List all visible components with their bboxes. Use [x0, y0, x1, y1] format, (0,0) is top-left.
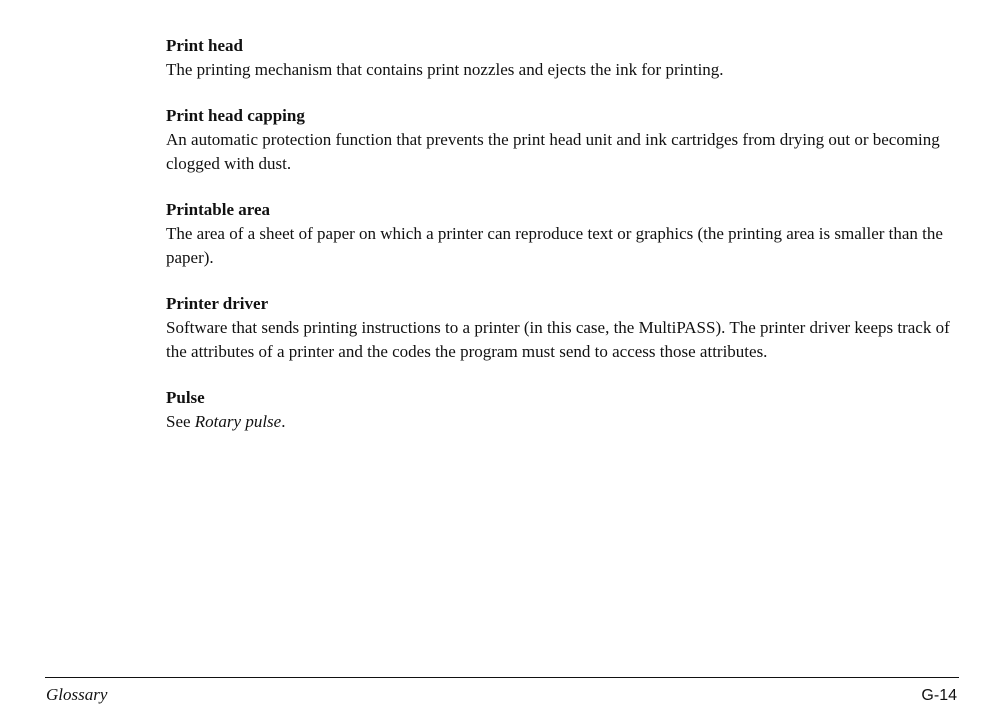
glossary-entry [166, 386, 956, 434]
definition-prefix: See [166, 412, 195, 431]
glossary-term: Printer driver [166, 294, 269, 313]
cross-reference: Rotary pulse [194, 412, 282, 431]
glossary-content [166, 34, 956, 456]
glossary-term: Printable area [166, 200, 271, 219]
footer-section-title: Glossary [46, 685, 108, 704]
definition-suffix: . [281, 412, 286, 431]
glossary-entry [166, 292, 956, 364]
glossary-definition: The printing mechanism that contains print nozzles and ejects the ink for printing. [166, 60, 724, 79]
page-number: G-14 [921, 687, 957, 704]
footer-divider [45, 677, 959, 678]
glossary-term: Print head capping [166, 106, 305, 125]
glossary-entry [166, 34, 956, 82]
glossary-definition [166, 410, 956, 434]
glossary-entry [166, 198, 956, 270]
glossary-definition: An automatic protection function that prevents the print head unit and ink cartridges from drying out or becoming clogged with dust. [166, 130, 940, 173]
glossary-entry [166, 104, 956, 176]
glossary-definition: The area of a sheet of paper on which a printer can reproduce text or graphics (the printing area is smaller than the paper). [166, 224, 943, 267]
glossary-definition: Software that sends printing instructions to a printer (in this case, the MultiPASS). The printer driver keeps track of the attributes of a printer and the codes the program must send to access those attributes. [166, 318, 950, 361]
glossary-term: Pulse [166, 388, 205, 407]
glossary-term: Print head [166, 36, 243, 55]
